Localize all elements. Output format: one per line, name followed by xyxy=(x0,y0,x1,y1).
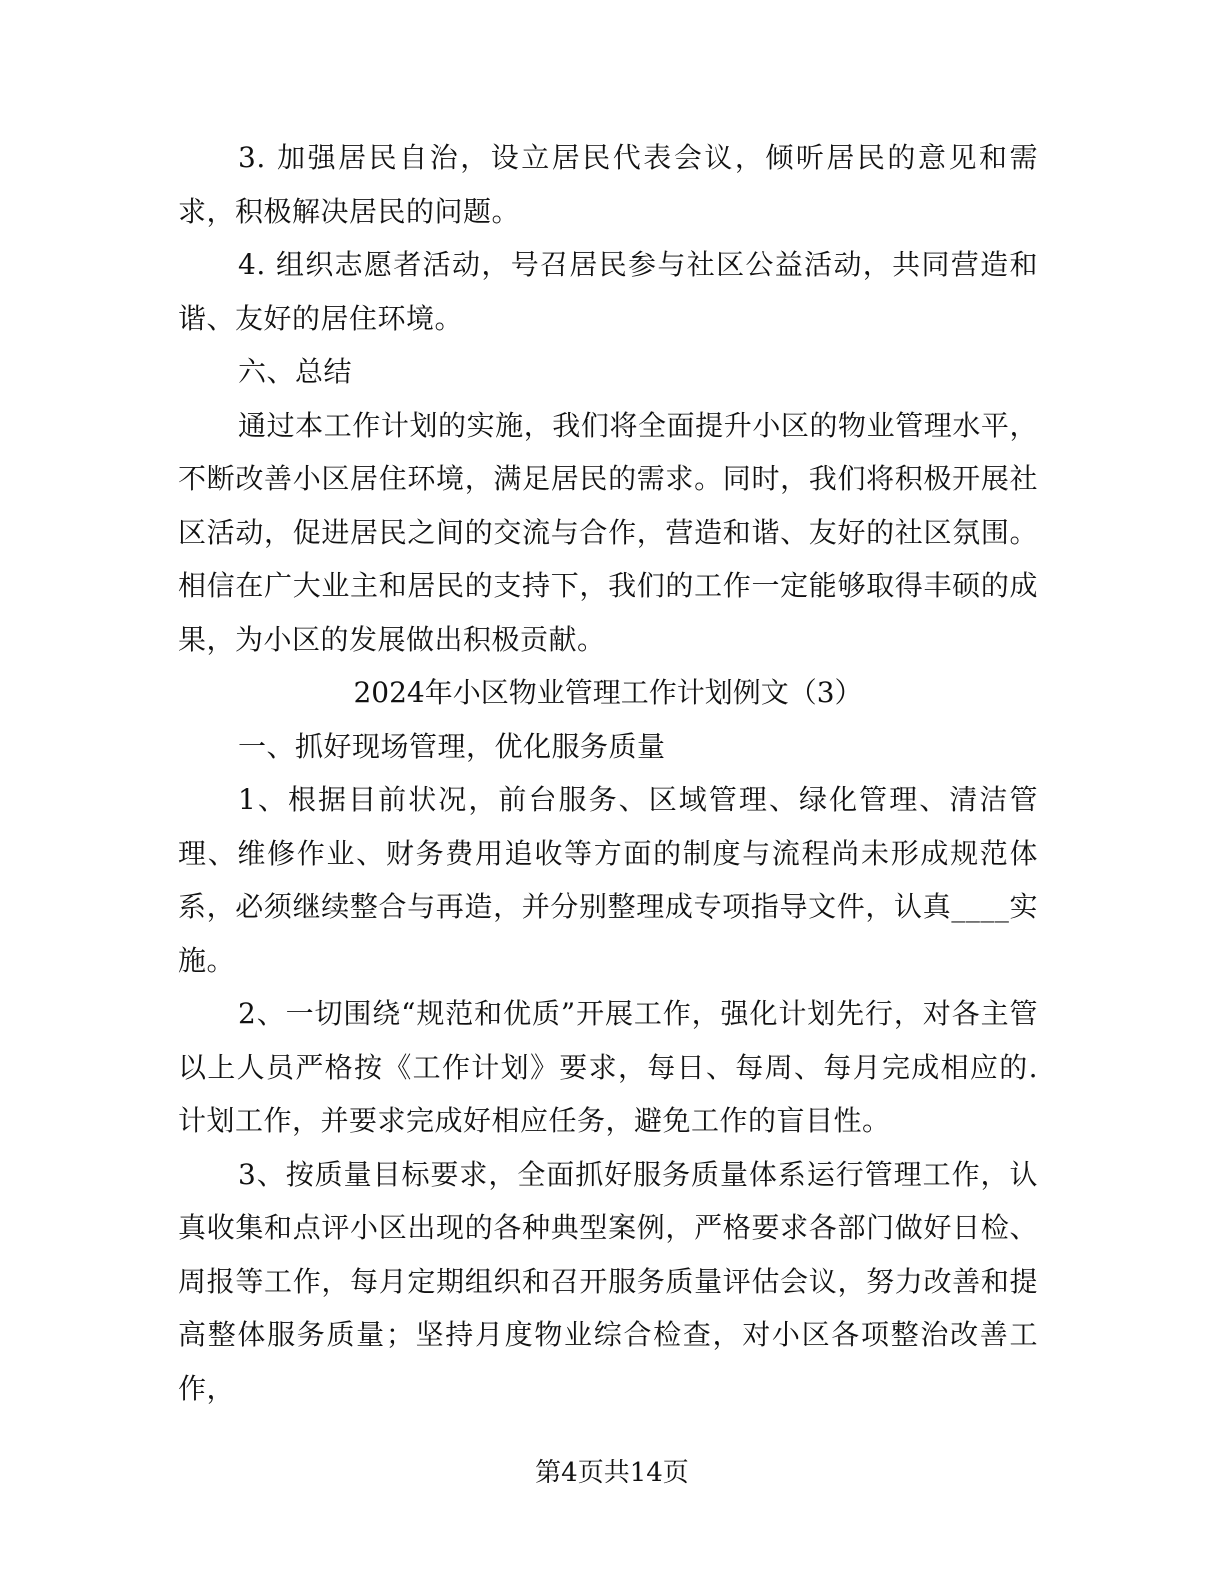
section-heading-summary: 六、总结 xyxy=(238,355,353,388)
subsection-heading: 一、抓好现场管理，优化服务质量 xyxy=(238,729,666,763)
paragraph-item-3: 3. 加强居民自治，设立居民代表会议，倾听居民的意见和需求，积极解决居民的问题。 xyxy=(178,141,1038,228)
summary-paragraph: 通过本工作计划的实施，我们将全面提升小区的物业管理水平，不断改善小区居住环境，满足居民的需求。同时，我们将积极开展社区活动，促进居民之间的交流与合作，营造和谐、友好的社区氛围。相信在广大业主和居民的支持下，我们的工作一定能够取得丰硕的成果，为小区的发展做出积极贡献。 xyxy=(178,408,1038,656)
document-body xyxy=(178,131,1038,1415)
section-title: 2024年小区物业管理工作计划例文（3） xyxy=(353,676,863,709)
paragraph-item-4: 4. 组织志愿者活动，号召居民参与社区公益活动，共同营造和谐、友好的居住环境。 xyxy=(178,248,1038,335)
plan-item-2: 2、一切围绕“规范和优质”开展工作，强化计划先行，对各主管以上人员严格按《工作计划》要求，每日、每周、每月完成相应的.计划工作，并要求完成好相应任务，避免工作的盲目性。 xyxy=(178,997,1038,1137)
plan-item-3: 3、按质量目标要求，全面抓好服务质量体系运行管理工作，认真收集和点评小区出现的各种典型案例，严格要求各部门做好日检、周报等工作，每月定期组织和召开服务质量评估会议，努力改善和提高整体服务质量；坚持月度物业综合检查，对小区各项整治改善工作， xyxy=(178,1157,1038,1405)
page-number: 第4页共14页 xyxy=(535,1458,689,1488)
plan-item-1: 1、根据目前状况，前台服务、区域管理、绿化管理、清洁管理、维修作业、财务费用追收等方面的制度与流程尚未形成规范体系，必须继续整合与再造，并分别整理成专项指导文件，认真____实施。 xyxy=(178,783,1038,977)
